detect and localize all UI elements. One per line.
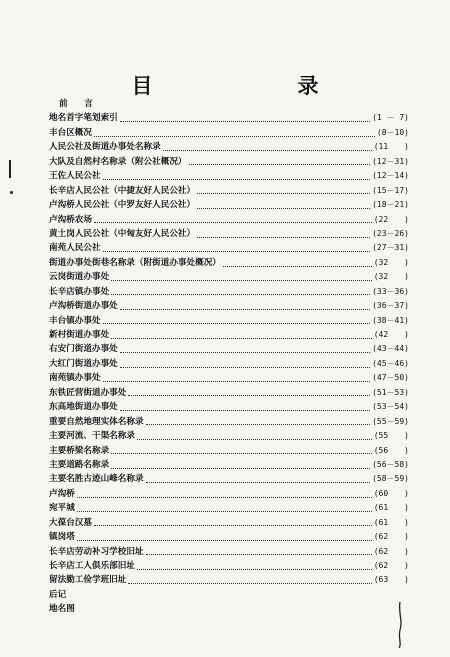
toc-entry [49,386,409,400]
toc-entry [49,299,409,313]
toc-entry-label: 主要河流、干渠名称录 [49,431,135,442]
toc-entry [49,458,409,472]
dot-leader [146,554,372,555]
toc-entry [49,530,409,544]
dot-leader [77,540,372,541]
dot-leader [128,583,371,584]
toc-entry-pages: (32 ) [373,272,409,282]
toc-entry-label: 后记 [49,589,67,600]
toc-entry [49,559,409,573]
toc-entry-pages: (47－50) [372,373,409,383]
toc-entry-pages: (8－10) [376,127,409,137]
toc-entry-label: 大葆台汉墓 [49,517,92,528]
toc-entry-pages: (63 ) [373,575,409,585]
toc-entry-pages: (58－59) [372,474,409,484]
toc-entry-pages: (32 ) [373,257,409,267]
dot-leader [120,309,370,310]
toc-entry [49,342,409,356]
toc-entry-label: 长辛店人民公社（中捷友好人民公社） [49,185,196,196]
dot-leader [197,208,370,209]
dot-leader [111,294,370,295]
toc-entry [49,213,409,227]
toc-entry [49,184,409,198]
toc-entry-label: 主要道路名称录 [49,459,110,470]
dot-leader [103,381,371,382]
toc-entry-label: 大红门街道办事处 [49,358,118,369]
toc-entry [49,140,409,154]
toc-entry [49,602,409,616]
toc-entry-label: 人民公社及街道办事处名称录 [49,142,161,153]
dot-leader [77,497,372,498]
dot-leader [94,222,372,223]
page-title: 目 录 [131,73,381,98]
toc-entry [49,501,409,515]
toc-entry-pages: (15－17) [372,185,409,195]
toc-entry [49,270,409,284]
toc-entry [49,126,409,140]
dot-leader [120,410,370,411]
dot-leader [111,453,372,454]
toc-entry-pages: (38－41) [372,315,409,325]
toc-entry-label: 长辛店劳动补习学校旧址 [49,546,144,557]
toc-entry-pages: (12－31) [372,156,409,166]
dot-leader [111,338,372,339]
dot-leader [120,121,370,122]
toc-entry-pages: (1 － 7) [372,113,409,123]
toc-entry-label: 主要桥梁名称录 [49,445,110,456]
toc-entry [49,357,409,371]
toc-entry-pages: (51－53) [372,387,409,397]
dot-leader [94,525,372,526]
toc-entry [49,314,409,328]
toc-entry-label: 云岗街道办事处 [49,272,110,283]
toc-entry-label: 长辛店镇办事处 [49,286,110,297]
toc-entry [49,328,409,342]
toc-entry-label: 长辛店工人俱乐部旧址 [49,561,135,571]
toc-entry-pages: (55 ) [373,431,409,441]
dot-leader [103,323,371,324]
toc-entry-label: 宛平城 [49,503,75,514]
toc-entry-label: 卢沟桥人民公社（中罗友好人民公社） [49,200,196,211]
toc-entry [49,155,409,169]
toc-entry-pages: (62 ) [373,532,409,542]
toc-entry-label: 地名图 [49,604,75,615]
toc-entry-pages: (18－21) [372,200,409,210]
toc-entry-pages: (42 ) [373,330,409,339]
dot-leader [223,266,372,267]
toc-entry [49,256,409,270]
toc-entry-label: 东高地街道办事处 [49,402,118,413]
toc-entry-label: 卢沟桥街道办事处 [49,301,118,312]
toc-entry-label: 黄土岗人民公社（中匈友好人民公社） [49,228,196,239]
toc-entry-label: 前 言 [59,99,97,109]
toc-entry-label: 重要自然地理实体名称录 [49,416,144,427]
toc-entry-label: 留法勤工俭学班旧址 [49,575,127,586]
toc-entry [49,198,409,212]
toc-entry [49,429,409,443]
toc-entry [49,573,409,587]
dot-leader [163,150,372,151]
toc-entry-pages: (56－58) [372,459,409,469]
toc-entry [49,516,409,530]
toc-entry [49,97,409,111]
toc-entry-label: 丰台镇办事处 [49,315,101,326]
toc-entry-label: 东铁匠营街道办事处 [49,387,127,398]
dot-leader [128,395,370,396]
margin-dot [10,191,13,194]
toc-entry-label: 丰台区概况 [49,127,92,138]
toc-entry-pages: (53－54) [372,402,409,412]
toc-entry-label: 卢沟桥农场 [49,214,92,225]
toc-entry-label: 右安门街道办事处 [49,344,118,355]
toc-entry [49,111,409,125]
toc-entry-pages: (36－37) [372,301,409,311]
toc-entry [49,371,409,385]
toc-entry [49,241,409,255]
dot-leader [197,237,370,238]
dot-leader [137,439,372,440]
toc-entry-pages: (62 ) [373,546,409,556]
toc-entry-pages: (45－46) [372,358,409,368]
dot-leader [94,136,375,137]
toc-entry-pages: (62 ) [373,561,409,570]
toc-entry-label: 街道办事处街巷名称录（附街道办事处概况） [49,257,221,268]
toc-entry-pages: (33－36) [372,286,409,296]
pen-stroke-mark [393,600,407,650]
toc-entry-pages: (61 ) [373,517,409,527]
toc-entry-pages: (27－31) [372,243,409,253]
dot-leader [77,511,372,512]
dot-leader [189,164,371,165]
toc-entry-label: 王佐人民公社 [49,171,101,182]
toc-entry [49,227,409,241]
toc-entry-label: 地名首字笔划索引 [49,113,118,124]
toc-entry-pages: (23－26) [372,228,409,238]
dot-leader [120,352,370,353]
dot-leader [120,367,370,368]
dot-leader [111,280,372,281]
toc-entry-label: 主要名胜古迹山峰名称录 [49,474,144,485]
toc-entry-pages: (61 ) [373,503,409,513]
toc-entry-label: 新村街道办事处 [49,330,110,340]
toc-entry [49,487,409,501]
toc-entry-pages: (43－44) [372,344,409,354]
toc-entry [49,588,409,602]
toc-entry-label: 镇岗塔 [49,532,75,543]
toc-entry [49,444,409,458]
toc-entry-pages: (12－14) [372,171,409,181]
dot-leader [137,569,372,570]
toc-entry-pages: (22 ) [373,214,409,224]
toc-entry-label: 南苑人民公社 [49,243,101,254]
toc-entry-label: 大队及自然村名称录（附公社概况） [49,156,187,167]
toc-entry-label: 卢沟桥 [49,488,75,499]
dot-leader [103,251,371,252]
toc-entry [49,472,409,486]
toc-entry-label: 南苑镇办事处 [49,373,101,384]
dot-leader [111,468,370,469]
dot-leader [103,179,371,180]
toc-entry [49,285,409,299]
toc-entry-pages: (56 ) [373,445,409,455]
toc-entry-pages: (55－59) [372,416,409,426]
dot-leader [197,193,370,194]
margin-mark [9,160,11,178]
table-of-contents [49,97,409,617]
dot-leader [146,424,371,425]
toc-entry-pages: (11 ) [373,142,409,152]
toc-entry-pages: (60 ) [373,488,409,498]
toc-entry [49,400,409,414]
dot-leader [146,482,371,483]
toc-entry [49,545,409,559]
toc-entry [49,415,409,429]
toc-entry [49,169,409,183]
